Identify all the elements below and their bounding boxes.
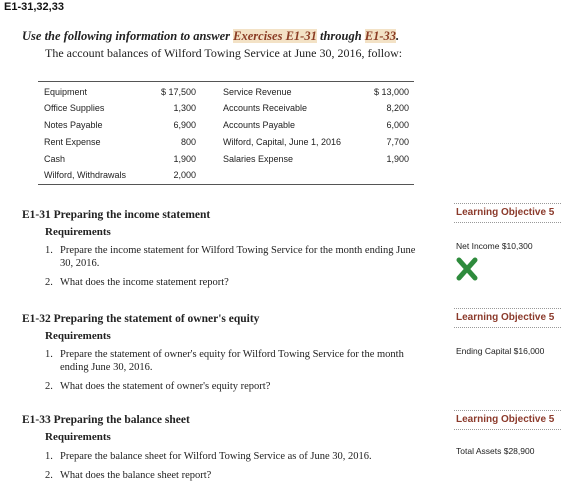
- table-cell-account: Wilford, Capital, June 1, 2016: [223, 137, 342, 147]
- learning-objective-label: Learning Objective 5: [456, 312, 555, 323]
- table-cell-amount: 1,900: [386, 154, 409, 164]
- requirement-number: 2.: [45, 381, 53, 392]
- requirements-heading: Requirements: [45, 330, 111, 342]
- answer-note: Ending Capital $16,000: [456, 346, 545, 356]
- requirements-heading: Requirements: [45, 431, 111, 443]
- divider: [454, 308, 561, 309]
- table-cell-amount: 7,700: [386, 137, 409, 147]
- requirement-text: Prepare the income statement for Wilford Towing Service for the month ending June 30, 2016.: [60, 245, 416, 269]
- divider: [454, 222, 561, 223]
- divider: [454, 410, 561, 411]
- requirement-number: 2.: [45, 277, 53, 288]
- requirement-number: 1.: [45, 349, 53, 360]
- table-cell-account: Equipment: [44, 87, 88, 97]
- exercise-link[interactable]: E1-33: [364, 29, 397, 43]
- table-cell-amount: 800: [180, 137, 196, 147]
- requirement-text: Prepare the statement of owner's equity for Wilford Towing Service for the month ending June 30, 2016.: [60, 349, 404, 373]
- page-title: E1-31,32,33: [4, 1, 64, 13]
- table-cell-amount: $ 17,500: [160, 87, 196, 97]
- table-cell-account: Accounts Payable: [223, 120, 296, 130]
- table-cell-amount: 1,300: [173, 103, 196, 113]
- exercise-link[interactable]: Exercises E1-31: [233, 29, 317, 43]
- table-cell-account: Service Revenue: [223, 87, 292, 97]
- table-cell-amount: 6,900: [173, 120, 196, 130]
- table-cell-account: Cash: [44, 154, 66, 164]
- requirement-text: What does the balance sheet report?: [60, 470, 212, 481]
- table-cell-amount: 8,200: [386, 103, 409, 113]
- exercise-title: E1-32 Preparing the statement of owner's equity: [22, 313, 260, 325]
- intro-instruction: Use the following information to answer Exercises E1-31 through E1-33.: [22, 29, 400, 43]
- table-cell-account: Salaries Expense: [223, 154, 294, 164]
- table-cell-amount: 2,000: [173, 170, 196, 180]
- requirement-text: What does the income statement report?: [60, 277, 229, 288]
- requirement-text: Prepare the balance sheet for Wilford Towing Service as of June 30, 2016.: [60, 451, 372, 462]
- exercise-title: E1-31 Preparing the income statement: [22, 209, 211, 221]
- table-cell-account: Notes Payable: [44, 120, 103, 130]
- requirements-heading: Requirements: [45, 226, 111, 238]
- table-cell-amount: $ 13,000: [373, 87, 409, 97]
- requirement-number: 2.: [45, 470, 53, 481]
- answer-note: Net Income $10,300: [456, 241, 533, 251]
- intro-subtitle: The account balances of Wilford Towing Service at June 30, 2016, follow:: [45, 46, 403, 60]
- requirement-number: 1.: [45, 451, 53, 462]
- divider: [454, 327, 561, 328]
- account-balances-table: [38, 81, 414, 185]
- learning-objective-label: Learning Objective 5: [456, 207, 555, 218]
- exercise-title: E1-33 Preparing the balance sheet: [22, 414, 190, 426]
- table-cell-account: Wilford, Withdrawals: [44, 170, 127, 180]
- divider: [454, 203, 561, 204]
- green-x-icon: [456, 257, 478, 281]
- table-cell-account: Office Supplies: [44, 103, 105, 113]
- table-cell-amount: 6,000: [386, 120, 409, 130]
- requirement-number: 1.: [45, 245, 53, 256]
- learning-objective-label: Learning Objective 5: [456, 414, 555, 425]
- table-cell-account: Accounts Receivable: [223, 103, 308, 113]
- table-cell-account: Rent Expense: [44, 137, 101, 147]
- table-cell-amount: 1,900: [173, 154, 196, 164]
- requirement-text: What does the statement of owner's equity report?: [60, 381, 271, 392]
- divider: [454, 429, 561, 430]
- answer-note: Total Assets $28,900: [456, 446, 535, 456]
